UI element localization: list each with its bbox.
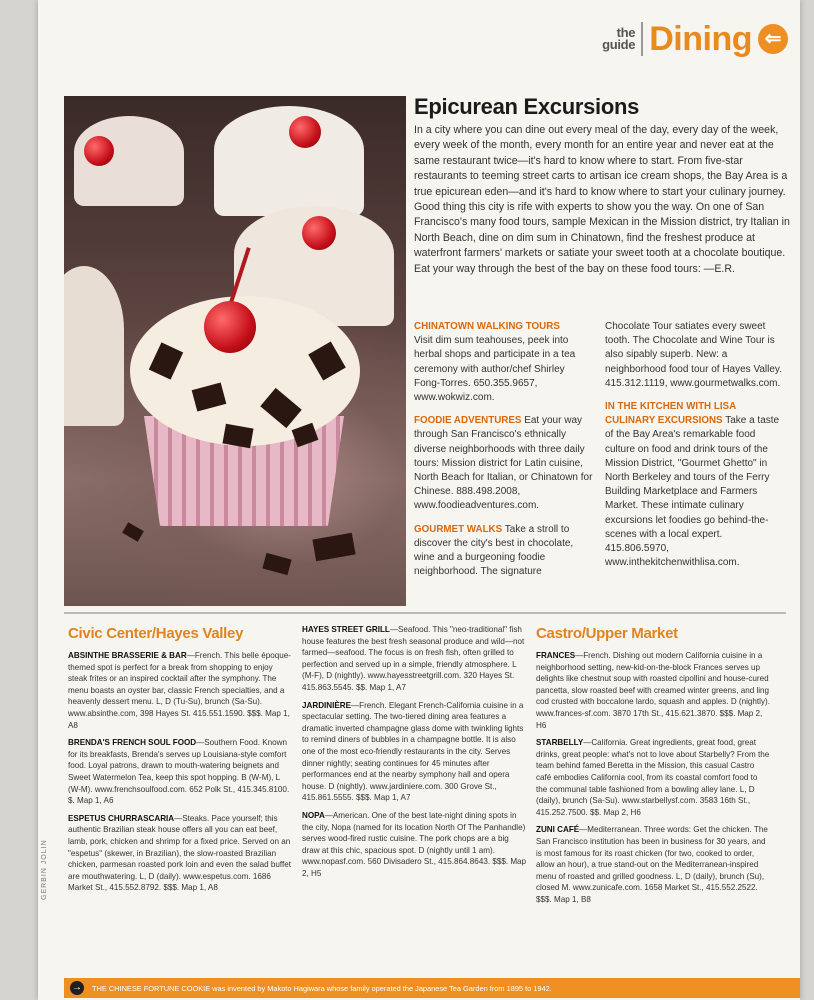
arrow-right-icon: → xyxy=(72,982,82,993)
restaurant-name: ABSINTHE BRASSERIE & BAR xyxy=(68,651,187,660)
restaurant-description: —French. Dishing out modern California cuisine in a neighborhood setting, new-kid-on-the-block Frances serves up delights like chestnut soup with roasted cipollini and house-cured pancetta, slow roasted beef with creamed winter greens, and ling cod crusted with boccalone lardo, squash and apples. D (nightly). www.frances-sf.com. 3870 17th St., 415.621.3870. $$$. Map 2, H6 xyxy=(536,651,770,730)
restaurant-description: —Southern Food. Known for its breakfasts, Brenda's serves up Louisiana-style comfort food. Loyal patrons, drawn to mouth-watering beignets and Sweet Watermelon Tea, keep this spot hopping. B (W-M), L (W-M). www.frenchsoulfood.com. 652 Polk St., 415.345.8100. $. Map 1, A6 xyxy=(68,738,290,806)
tour-name: GOURMET WALKS xyxy=(414,523,503,535)
chocolate-crumb xyxy=(262,553,291,575)
restaurant-name: HAYES STREET GRILL xyxy=(302,625,390,634)
main-cherry xyxy=(204,301,256,353)
cupcake-left xyxy=(64,266,124,426)
section-divider xyxy=(64,612,786,614)
restaurant-listing xyxy=(536,824,770,905)
restaurant-description: —French. Elegant French-California cuisine in a spectacular setting. The two-tiered dining area features a dramatic inverted champagne glass dome with twinkling lights to remind diners of bubbles in a champagne bottle. It is also one of the most eco-friendly restaurants in the city. Serves dinner nightly; seating continues for 45 minutes after performances end at the nearby symphony hall and opera house. D (nightly). www.jardiniere.com. 300 Grove St., 415.861.5555. $$$. Map 1, A7 xyxy=(302,700,524,803)
tour-item xyxy=(414,320,593,405)
restaurant-description: —American. One of the best late-night dining spots in the city, Nopa (named for its location North Of The Panhandle) serves wood-fired rustic cuisine. The pork chops are a big draw at this chic, spacious spot. D (nightly until 1 am). www.nopasf.com. 560 Divisadero St., 415.864.8643. $$$. Map 2, H5 xyxy=(302,810,527,878)
restaurant-name: ESPETUS CHURRASCARIA xyxy=(68,813,175,823)
cherry-bg-1 xyxy=(84,136,114,166)
cherry-bg-2 xyxy=(289,116,321,148)
cupcakes-photo xyxy=(64,96,406,606)
header-divider xyxy=(641,22,643,56)
tour-text: Chocolate Tour satiates every sweet tooth. The Chocolate and Wine Tour is also sipably superb. New: a neighborhood food tour of Hayes Valley. 415.312.1119, www.gourmetwalks.com. xyxy=(605,321,782,389)
cupcake-bg-2 xyxy=(214,106,364,216)
tours-column-right xyxy=(605,320,784,588)
food-tours xyxy=(414,320,784,588)
magazine-page xyxy=(38,0,800,1000)
footer-fact-bar xyxy=(64,978,800,998)
tour-text: Take a stroll to discover the city's best in chocolate, wine and a burgeoning foodie neighborhood. The signature xyxy=(414,523,574,578)
restaurant-listing xyxy=(68,737,294,807)
listings-column-1 xyxy=(68,624,294,900)
chocolate-crumb xyxy=(312,533,355,562)
restaurant-name: NOPA xyxy=(302,810,325,820)
feature-intro: In a city where you can dine out every meal of the day, every day of the week, every week of the month, every month for an entire year and never eat at the same restaurant twice—it's hard to know where to start. From five-star restaurants to teeming street carts to artisan ice cream shops, the Bay Area is a true epicurean eden—and it's hard to know where to start your culinary journey. Good thing this city is rife with experts to show you the way. On one of San Francisco's many food tours, sample Mexican in the Mission district, try Italian in North Beach, dine on dim sum in Chinatown, find the freshest produce at waterfront farmers' markets or satiate your sweet tooth at a chocolate boutique. Eat your way through the best of the bay on these food tours: —E.R. xyxy=(414,124,790,275)
cherry-bg-3 xyxy=(302,216,336,250)
restaurant-name: JARDINIÈRE xyxy=(302,700,352,710)
restaurant-name: FRANCES xyxy=(536,651,576,660)
tour-item xyxy=(605,400,784,570)
feature-article xyxy=(414,94,796,277)
footer-fact-text: THE CHINESE FORTUNE COOKIE was invented by Makoto Hagiwara whose family operated the Japanese Tea Garden from 1895 to 1942. xyxy=(92,983,552,993)
restaurant-listing xyxy=(302,624,528,694)
restaurant-listing xyxy=(302,700,528,804)
section-title: Dining xyxy=(649,19,752,58)
restaurant-description: —Steaks. Pace yourself; this authentic Brazilian steak house offers all you can eat beef, lamb, pork, chicken and shrimp for a fixed price. Served on an "espetus" (skewer, in Brazilian), the slow-roasted Brazilian chicken, parmesan roasted pork loin and even the salad buffet are mouthwatering. L, D (daily). www.espetus.com. 1686 Market St., 415.552.8792. $$$. Map 1, A8 xyxy=(68,813,292,893)
restaurant-listing xyxy=(536,650,770,731)
tour-name: IN THE KITCHEN WITH LISA CULINARY EXCURSIONS xyxy=(605,401,736,427)
restaurant-listing xyxy=(68,813,294,894)
tours-column-left xyxy=(414,320,593,588)
restaurant-listing xyxy=(68,650,294,731)
tour-text: Eat your way through San Francisco's ethnically diverse neighborhoods with three daily tours: Mission district for Latin cuisine, North Beach for Italian, or Chinatown for Chinese. 888.498.2008, www.foodieadventures.com. xyxy=(414,415,593,512)
listings-column-3 xyxy=(536,624,770,911)
restaurant-name: BRENDA'S FRENCH SOUL FOOD xyxy=(68,738,197,748)
tour-item xyxy=(414,414,593,513)
back-arrow-icon[interactable]: ⇐ xyxy=(758,24,788,54)
neighborhood-title: Civic Center/Hayes Valley xyxy=(68,625,244,642)
restaurant-listing xyxy=(302,810,528,880)
tour-text: Visit dim sum teahouses, peek into herbal shops and participate in a tea ceremony with author/chef Shirley Fong-Torres. 650.355.9657, www.wokwiz.com. xyxy=(414,335,576,404)
restaurant-description: —California. Great ingredients, great food, great drinks, great people: what's not to love about Starbelly? From the team behind famed Beretta in the Mission, this casual Castro café embodies California cool, from its coastal comfort food to the communal table fashioned from a bowling alley lane. L, D (daily), brunch (Sa-Su). www.starbellysf.com. 3583 16th St., 415.252.7500. $$. Map 2, H6 xyxy=(536,738,770,817)
tour-item xyxy=(414,523,593,580)
restaurant-description: —Seafood. This "neo-traditional" fish house features the best fresh seasonal produce and wild—not farmed—seafood. The focus is on fresh fish, often grilled to perfection and served up in a simple, friendly atmosphere. L (M-F), D (nightly). www.hayesstreetgrill.com. 320 Hayes St. 415.863.5545. $$. Map 1, A7 xyxy=(302,625,525,692)
restaurant-name: ZUNI CAFÉ xyxy=(536,825,580,835)
listings-column-2 xyxy=(302,624,528,885)
feature-title: Epicurean Excursions xyxy=(414,94,640,119)
page-header xyxy=(602,10,788,68)
restaurant-listing xyxy=(536,737,770,818)
restaurant-name: STARBELLY xyxy=(536,738,584,748)
tour-text: Take a taste of the Bay Area's remarkable food culture on food and drink tours of the Mission District, "Gourmet Ghetto" in North Berkeley and tours of the Ferry Building Marketplace and Farmers Market. These intimate culinary excursions let foodies go behind-the-scenes with a local expert. 415.806.5970, www.inthekitchenwithlisa.com. xyxy=(605,415,780,569)
tour-item xyxy=(605,320,784,391)
restaurant-description: —French. This belle époque-themed spot is perfect for a break from shopping to enjoy steak frites or an inspired cocktail after the symphony. The menu boasts an oyster bar, classic French specialties, and a heavenly dessert menu. L, D (Tu-Su), brunch (Sa-Su). www.absinthe.com, 398 Hayes St. 415.551.1590. $$$. Map 1, A8 xyxy=(68,651,291,730)
tour-name: CHINATOWN WALKING TOURS xyxy=(414,321,560,332)
neighborhood-title: Castro/Upper Market xyxy=(536,625,678,642)
tour-name: FOODIE ADVENTURES xyxy=(414,415,522,427)
photo-credit: GERBIN JOLIN xyxy=(41,839,48,900)
restaurant-description: —Mediterranean. Three words: Get the chicken. The San Francisco institution has been in business for 30 years, and is most famous for its roast chicken (for two, cooked to order, allow an hour), a true stand-out on the Mediterranean-inspired menu of roasted and grilled goodness. L, D (daily), brunch (Su), closed M. www.zunicafe.com. 1658 Market St., 415.552.2522. $$$. Map 1, B8 xyxy=(536,825,768,904)
the-guide-label: the guide xyxy=(602,25,636,52)
chocolate-crumb xyxy=(122,522,144,541)
